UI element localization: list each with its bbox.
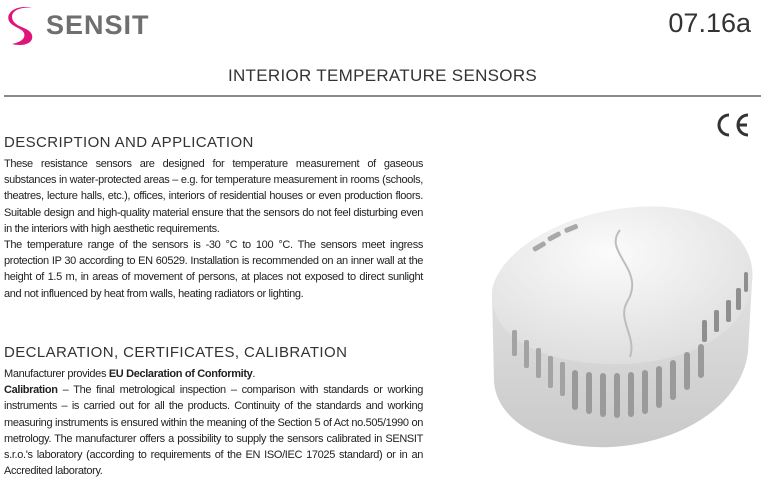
declaration-text bbox=[4, 366, 423, 479]
declaration-suffix: . bbox=[252, 368, 256, 380]
calibration-text: – The final metrological inspection – comparison with standards or working instruments – is carried out for all the products. Continuity of the standards and working measuring instruments is ensured within the meaning of the Section 5 of Act no.505/1990 on metrology. The manufacturer offers a possibility to supply the sensors calibrated in SENSIT s.r.o.'s laboratory (according to requirements of the EN ISO/IEC 17025 standard) or in an Accredited laboratory. bbox=[4, 384, 423, 478]
document-number: 07.16a bbox=[668, 8, 751, 38]
description-heading: DESCRIPTION AND APPLICATION bbox=[4, 134, 254, 151]
declaration-prefix: Manufacturer provides bbox=[4, 368, 109, 380]
declaration-line bbox=[4, 366, 423, 382]
eu-declaration-label: EU Declaration of Conformity bbox=[108, 368, 253, 380]
description-paragraph-1: These resistance sensors are designed for temperature measurement of gaseous substances in water-protected areas – e.g. for temperature measurement in rooms (schools, theatres, lecture halls, etc.), offices, interiors of residential houses or even production floors. Suitable design and high-quality material ensure that the sensors do not feel disturbing even in the interiors with high aesthetic requirements. bbox=[4, 158, 423, 235]
calibration-label: Calibration bbox=[4, 384, 58, 397]
ce-mark-icon bbox=[712, 112, 752, 138]
declaration-heading: DECLARATION, CERTIFICATES, CALIBRATION bbox=[4, 344, 348, 361]
header-divider bbox=[4, 95, 761, 97]
page-title: INTERIOR TEMPERATURE SENSORS bbox=[227, 66, 538, 85]
calibration-paragraph bbox=[4, 382, 423, 479]
temperature-sensor-device-image bbox=[452, 152, 764, 452]
description-text bbox=[4, 156, 423, 302]
sensit-logo-icon bbox=[6, 4, 40, 48]
brand-logo bbox=[6, 4, 176, 48]
brand-name: SENSIT bbox=[46, 10, 150, 40]
description-paragraph-2: The temperature range of the sensors is -30 °C to 100 °C. The sensors meet ingress protection IP 30 according to EN 60529. Installation is recommended on an inner wall at the height of 1.5 m, in areas of movement of persons, at places not exposed to direct sunlight and not influenced by heat from walls, heating radiators or lighting. bbox=[4, 239, 423, 300]
